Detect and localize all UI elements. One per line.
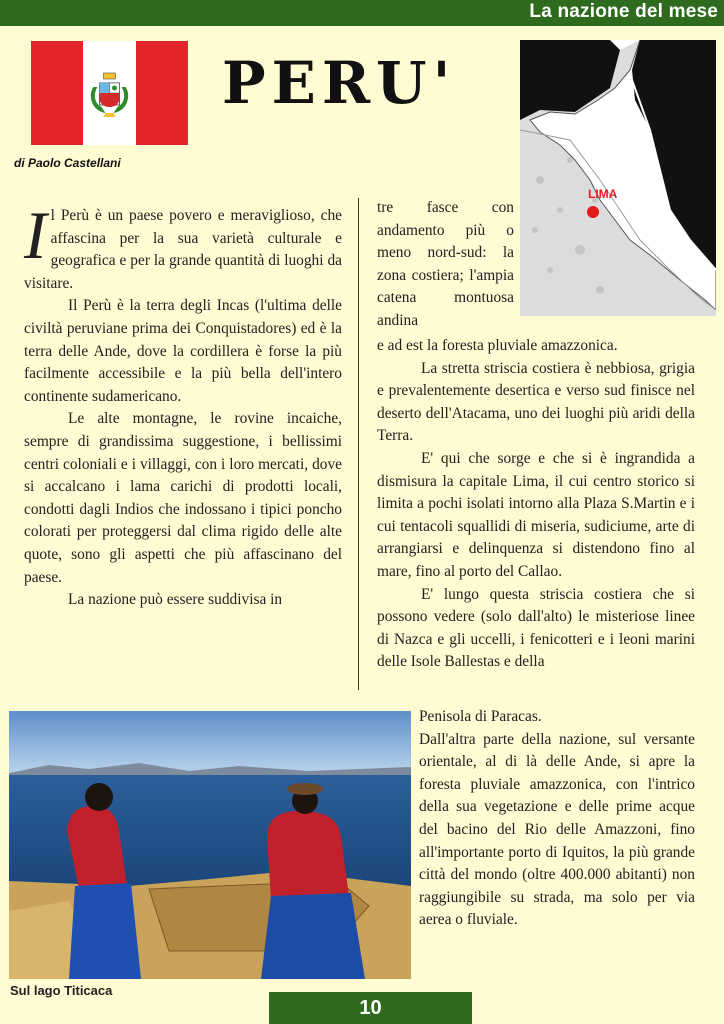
lima-marker-icon xyxy=(587,206,599,218)
column-divider xyxy=(358,198,359,690)
page-title: PERU' xyxy=(222,49,457,117)
paragraph-6: La stretta striscia costiera è nebbiosa, grigia e prevalentemente desertica e verso sud finisce nel deserto dell'Atacama, uno dei luoghi più aridi della Terra. xyxy=(377,359,695,445)
lake-titicaca-photo xyxy=(9,711,411,979)
section-title: La nazione del mese xyxy=(529,1,718,22)
page-number: 10 xyxy=(269,992,472,1024)
paragraph-7: E' qui che sorge e che si è ingrandida a dismisura la capitale Lima, il cui centro storico si limita a pochi isolati intorno alla Plaza S.Martin e i cui tentacoli squallidi di miseria, sudiciume, arte di arrangiarsi e delinquenza si distendono fino al mare, fino al porto del Callao. xyxy=(377,449,695,580)
paragraph-1 xyxy=(24,197,342,295)
paragraph-4: La nazione può essere suddivisa in xyxy=(68,591,283,609)
peru-map-icon xyxy=(520,40,716,316)
paragraph-5: tre fasce con andamento più o meno nord-sud: la zona costiera; l'ampia catena montuosa andina xyxy=(377,199,514,329)
author-byline: di Paolo Castellani xyxy=(14,156,121,170)
paragraph-8b: Penisola di Paracas. xyxy=(419,708,542,725)
paragraph-1-text: l Perù è un paese povero e meraviglioso, che affascina per la sua varietà culturale e geografica e per la grande quantità di luoghi da visitare. xyxy=(24,207,342,292)
photo-caption: Sul lago Titicaca xyxy=(10,983,113,998)
lima-label: LIMA xyxy=(588,187,618,201)
paragraph-8: E' lungo questa striscia costiera che si possono vedere (solo dall'alto) le misteriose linee di Nazca e gli uccelli, i fenicotteri e i leoni marini delle Isole Ballestas e della xyxy=(377,585,695,671)
paragraph-5b: e ad est la foresta pluviale amazzonica. xyxy=(377,337,618,354)
paragraph-9: Dall'altra parte della nazione, sul versante orientale, al di là delle Ande, si apre la foresta pluviale amazzonica, con l'intrico della sua vegetazione e delle prime acque del bacino del Rio delle Amazzoni, fino all'importante porto di Iquitos, la più grande città del mondo (oltre 400.000 abitanti) non raggiungibile su strada, ma solo per via aerea o fluviale. xyxy=(419,730,695,929)
article-column-1 xyxy=(24,197,342,612)
article-column-2-bottom xyxy=(419,706,695,932)
drop-cap: I xyxy=(24,197,47,273)
article-column-2 xyxy=(377,335,695,674)
section-header-bar xyxy=(0,0,724,26)
peru-flag-icon xyxy=(31,41,188,145)
paragraph-2: Il Perù è la terra degli Incas (l'ultima delle civiltà peruviane prima dei Conquistadores) ed è la terra delle Ande, dove la cordillera è forse la più facilmente accessibile e la più bella dell'intero continente sudamericano. xyxy=(24,297,342,405)
article-column-2-top xyxy=(377,197,514,333)
paragraph-3: Le alte montagne, le rovine incaiche, sempre di grandissima suggestione, i bellissimi centri coloniali e i villaggi, con i loro mercati, dove si accalcano i lama carichi di prodotti locali, condotti dagli Indios che indossano i tipici poncho colorati per proteggersi dal clima rigido delle alte quote, sono gli aspetti che più affascinano del paese. xyxy=(24,410,342,586)
